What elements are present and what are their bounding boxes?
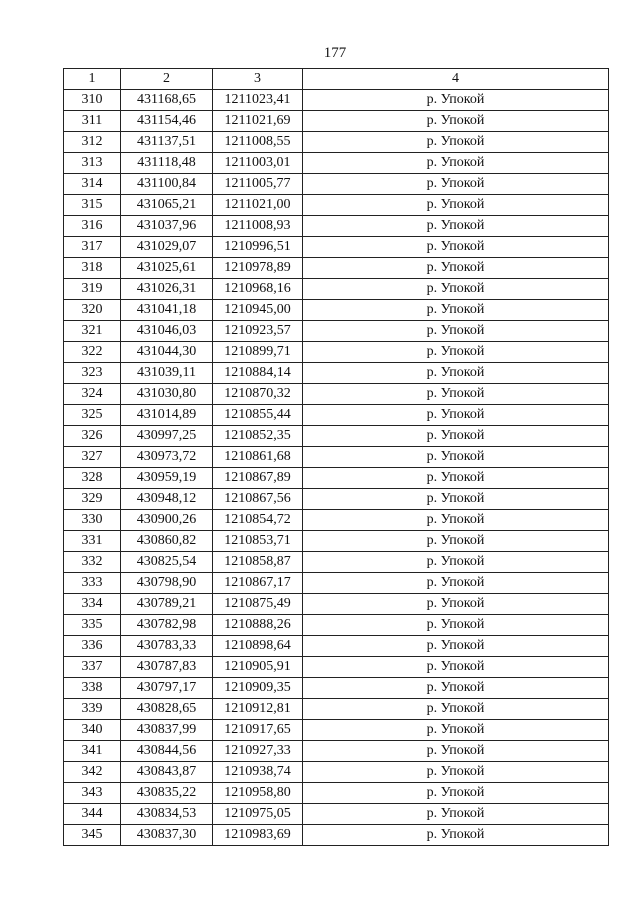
cell-x-coordinate: 430948,12 [121,489,213,510]
table-row [64,510,609,531]
cell-description: р. Упокой [303,342,609,363]
cell-y-coordinate: 1210945,00 [213,300,303,321]
cell-y-coordinate: 1210867,56 [213,489,303,510]
cell-point-number: 339 [64,699,121,720]
cell-x-coordinate: 431041,18 [121,300,213,321]
cell-y-coordinate: 1210870,32 [213,384,303,405]
cell-point-number: 320 [64,300,121,321]
cell-point-number: 338 [64,678,121,699]
table-row [64,489,609,510]
cell-description: р. Упокой [303,300,609,321]
cell-y-coordinate: 1210983,69 [213,825,303,846]
table-row [64,657,609,678]
cell-description: р. Упокой [303,384,609,405]
cell-description: р. Упокой [303,111,609,132]
cell-point-number: 330 [64,510,121,531]
cell-x-coordinate: 430798,90 [121,573,213,594]
cell-x-coordinate: 431100,84 [121,174,213,195]
cell-y-coordinate: 1210884,14 [213,363,303,384]
cell-point-number: 316 [64,216,121,237]
cell-point-number: 341 [64,741,121,762]
cell-x-coordinate: 431029,07 [121,237,213,258]
cell-y-coordinate: 1210852,35 [213,426,303,447]
table-row [64,594,609,615]
cell-description: р. Упокой [303,468,609,489]
cell-description: р. Упокой [303,636,609,657]
cell-y-coordinate: 1210909,35 [213,678,303,699]
table-row [64,699,609,720]
table-row [64,741,609,762]
cell-y-coordinate: 1211008,55 [213,132,303,153]
cell-x-coordinate: 430797,17 [121,678,213,699]
cell-y-coordinate: 1210917,65 [213,720,303,741]
cell-point-number: 312 [64,132,121,153]
cell-description: р. Упокой [303,804,609,825]
cell-point-number: 331 [64,531,121,552]
cell-x-coordinate: 430844,56 [121,741,213,762]
cell-x-coordinate: 430783,33 [121,636,213,657]
cell-description: р. Упокой [303,489,609,510]
cell-point-number: 322 [64,342,121,363]
cell-y-coordinate: 1211023,41 [213,90,303,111]
table-row [64,573,609,594]
cell-x-coordinate: 431039,11 [121,363,213,384]
table-header-row [64,69,609,90]
cell-description: р. Упокой [303,615,609,636]
cell-description: р. Упокой [303,552,609,573]
cell-description: р. Упокой [303,573,609,594]
cell-description: р. Упокой [303,174,609,195]
table-row [64,468,609,489]
column-header-point-number: 1 [64,69,121,90]
cell-y-coordinate: 1210958,80 [213,783,303,804]
cell-y-coordinate: 1210996,51 [213,237,303,258]
cell-y-coordinate: 1210899,71 [213,342,303,363]
table-row [64,258,609,279]
cell-description: р. Упокой [303,720,609,741]
table-row [64,615,609,636]
cell-point-number: 317 [64,237,121,258]
cell-point-number: 325 [64,405,121,426]
cell-y-coordinate: 1211021,00 [213,195,303,216]
cell-y-coordinate: 1210927,33 [213,741,303,762]
cell-description: р. Упокой [303,762,609,783]
cell-description: р. Упокой [303,825,609,846]
cell-point-number: 328 [64,468,121,489]
cell-y-coordinate: 1210905,91 [213,657,303,678]
cell-x-coordinate: 430787,83 [121,657,213,678]
column-header-y-coordinate: 3 [213,69,303,90]
cell-description: р. Упокой [303,153,609,174]
cell-y-coordinate: 1210861,68 [213,447,303,468]
cell-y-coordinate: 1210968,16 [213,279,303,300]
cell-point-number: 324 [64,384,121,405]
cell-y-coordinate: 1211021,69 [213,111,303,132]
cell-y-coordinate: 1210854,72 [213,510,303,531]
cell-y-coordinate: 1211008,93 [213,216,303,237]
cell-x-coordinate: 430835,22 [121,783,213,804]
table-row [64,237,609,258]
cell-description: р. Упокой [303,405,609,426]
cell-point-number: 336 [64,636,121,657]
cell-y-coordinate: 1210912,81 [213,699,303,720]
cell-y-coordinate: 1210858,87 [213,552,303,573]
table-row [64,195,609,216]
cell-x-coordinate: 430900,26 [121,510,213,531]
cell-point-number: 318 [64,258,121,279]
cell-x-coordinate: 431025,61 [121,258,213,279]
table-row [64,531,609,552]
table-row [64,636,609,657]
column-header-description: 4 [303,69,609,90]
cell-y-coordinate: 1210978,89 [213,258,303,279]
cell-point-number: 321 [64,321,121,342]
cell-description: р. Упокой [303,657,609,678]
cell-x-coordinate: 430973,72 [121,447,213,468]
cell-point-number: 314 [64,174,121,195]
cell-point-number: 345 [64,825,121,846]
cell-point-number: 327 [64,447,121,468]
cell-x-coordinate: 430997,25 [121,426,213,447]
table-row [64,825,609,846]
table-row [64,363,609,384]
cell-x-coordinate: 431046,03 [121,321,213,342]
cell-x-coordinate: 431154,46 [121,111,213,132]
cell-x-coordinate: 430782,98 [121,615,213,636]
cell-description: р. Упокой [303,426,609,447]
cell-point-number: 344 [64,804,121,825]
cell-x-coordinate: 431026,31 [121,279,213,300]
cell-point-number: 323 [64,363,121,384]
cell-description: р. Упокой [303,510,609,531]
cell-x-coordinate: 430837,30 [121,825,213,846]
cell-description: р. Упокой [303,216,609,237]
cell-y-coordinate: 1210888,26 [213,615,303,636]
cell-x-coordinate: 431044,30 [121,342,213,363]
cell-description: р. Упокой [303,531,609,552]
cell-y-coordinate: 1211005,77 [213,174,303,195]
cell-x-coordinate: 430843,87 [121,762,213,783]
cell-description: р. Упокой [303,363,609,384]
cell-x-coordinate: 430959,19 [121,468,213,489]
cell-description: р. Упокой [303,279,609,300]
table-row [64,426,609,447]
cell-y-coordinate: 1210923,57 [213,321,303,342]
cell-x-coordinate: 431030,80 [121,384,213,405]
cell-x-coordinate: 431037,96 [121,216,213,237]
table-row [64,279,609,300]
cell-description: р. Упокой [303,321,609,342]
table-row [64,405,609,426]
cell-x-coordinate: 431118,48 [121,153,213,174]
cell-description: р. Упокой [303,699,609,720]
cell-description: р. Упокой [303,741,609,762]
column-header-x-coordinate: 2 [121,69,213,90]
cell-description: р. Упокой [303,195,609,216]
cell-x-coordinate: 431168,65 [121,90,213,111]
cell-x-coordinate: 430828,65 [121,699,213,720]
table-row [64,111,609,132]
cell-point-number: 333 [64,573,121,594]
cell-y-coordinate: 1210853,71 [213,531,303,552]
cell-point-number: 332 [64,552,121,573]
cell-point-number: 335 [64,615,121,636]
cell-description: р. Упокой [303,678,609,699]
cell-x-coordinate: 431014,89 [121,405,213,426]
cell-x-coordinate: 431137,51 [121,132,213,153]
cell-description: р. Упокой [303,783,609,804]
table-row [64,342,609,363]
table-body [64,90,609,846]
cell-y-coordinate: 1211003,01 [213,153,303,174]
cell-description: р. Упокой [303,594,609,615]
cell-x-coordinate: 430789,21 [121,594,213,615]
cell-point-number: 343 [64,783,121,804]
table-row [64,762,609,783]
table-row [64,384,609,405]
cell-y-coordinate: 1210855,44 [213,405,303,426]
cell-point-number: 340 [64,720,121,741]
table-row [64,174,609,195]
cell-description: р. Упокой [303,90,609,111]
table-row [64,552,609,573]
cell-point-number: 334 [64,594,121,615]
cell-x-coordinate: 430837,99 [121,720,213,741]
cell-y-coordinate: 1210875,49 [213,594,303,615]
table-row [64,720,609,741]
table-row [64,90,609,111]
table-row [64,447,609,468]
cell-description: р. Упокой [303,132,609,153]
cell-x-coordinate: 430825,54 [121,552,213,573]
cell-point-number: 310 [64,90,121,111]
table-row [64,678,609,699]
cell-point-number: 311 [64,111,121,132]
cell-point-number: 315 [64,195,121,216]
cell-y-coordinate: 1210938,74 [213,762,303,783]
cell-y-coordinate: 1210867,89 [213,468,303,489]
cell-point-number: 342 [64,762,121,783]
page-number: 177 [323,45,347,61]
cell-description: р. Упокой [303,237,609,258]
cell-y-coordinate: 1210898,64 [213,636,303,657]
table-row [64,153,609,174]
cell-point-number: 319 [64,279,121,300]
table-row [64,300,609,321]
coordinates-table [63,68,609,846]
table-row [64,321,609,342]
cell-point-number: 337 [64,657,121,678]
cell-y-coordinate: 1210867,17 [213,573,303,594]
table-row [64,132,609,153]
cell-x-coordinate: 430860,82 [121,531,213,552]
cell-point-number: 326 [64,426,121,447]
cell-description: р. Упокой [303,447,609,468]
cell-x-coordinate: 431065,21 [121,195,213,216]
cell-x-coordinate: 430834,53 [121,804,213,825]
table-row [64,804,609,825]
cell-y-coordinate: 1210975,05 [213,804,303,825]
cell-description: р. Упокой [303,258,609,279]
table-row [64,783,609,804]
cell-point-number: 313 [64,153,121,174]
table-row [64,216,609,237]
cell-point-number: 329 [64,489,121,510]
